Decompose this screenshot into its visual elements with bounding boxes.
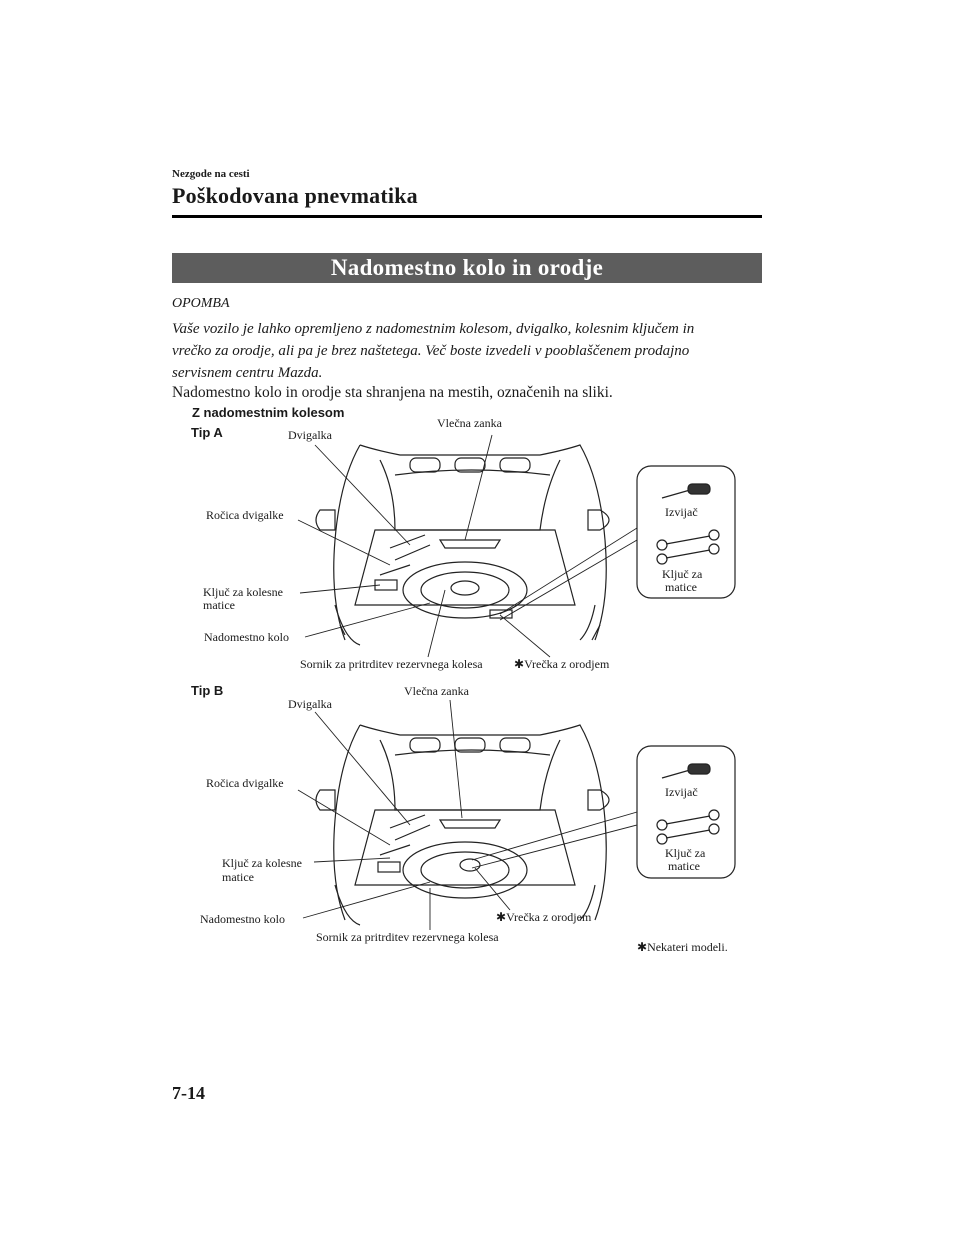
label-dvigalka-a: Dvigalka: [288, 428, 332, 442]
label-vlecna-zanka-b: Vlečna zanka: [404, 684, 469, 698]
footnote: ✱Nekateri modeli.: [637, 940, 728, 954]
page-number: 7-14: [172, 1083, 205, 1103]
wrench-icon-a: [657, 530, 719, 564]
label-kljuc-za-b: Ključ za: [665, 846, 706, 860]
label-rocica-b: Ročica dvigalke: [206, 776, 284, 790]
asterisk-icon: ✱: [496, 910, 507, 924]
label-rocica-a: Ročica dvigalke: [206, 508, 284, 522]
asterisk-icon: ✱: [514, 657, 525, 671]
label-vlecna-zanka-a: Vlečna zanka: [437, 416, 502, 430]
label-kljuc-za-a: Ključ za: [662, 567, 703, 581]
label-matice-a: matice: [665, 580, 697, 594]
label-kljuc-b-2: matice: [222, 870, 254, 884]
car-trunk-illustration-a: [316, 445, 609, 645]
note-line: Vaše vozilo je lahko opremljeno z nadomestnim kolesom, dvigalko, kolesnim ključem in: [172, 321, 695, 337]
label-dvigalka-b: Dvigalka: [288, 697, 332, 711]
label-izvijac-a: Izvijač: [665, 505, 698, 519]
label-izvijac-b: Izvijač: [665, 785, 698, 799]
asterisk-icon: ✱: [637, 940, 648, 954]
label-nadomestno-a: Nadomestno kolo: [204, 630, 289, 644]
label-matice-b: matice: [668, 859, 700, 873]
wrench-icon-b: [657, 810, 719, 844]
tip-b-label: Tip B: [191, 683, 224, 698]
note-heading: OPOMBA: [172, 296, 230, 311]
label-sornik-a: Sornik za pritrditev rezervnega kolesa: [300, 657, 483, 671]
tip-a-label: Tip A: [191, 425, 223, 440]
note-line: vrečko za orodje, ali pa je brez naštetega. Več boste izvedeli v pooblaščenem prodajno: [172, 343, 690, 359]
section-label: Nezgode na cesti: [172, 168, 250, 180]
screwdriver-icon-b: [662, 764, 710, 778]
page-title: Poškodovana pnevmatika: [172, 183, 418, 208]
body-text: Nadomestno kolo in orodje sta shranjena na mestih, označenih na sliki.: [172, 384, 613, 401]
label-nadomestno-b: Nadomestno kolo: [200, 912, 285, 926]
label-kljuc-b-1: Ključ za kolesne: [222, 856, 302, 870]
label-kljuc-a-1: Ključ za kolesne: [203, 585, 283, 599]
screwdriver-icon-a: [662, 484, 710, 498]
figure-subtitle: Z nadomestnim kolesom: [192, 405, 345, 420]
label-kljuc-a-2: matice: [203, 598, 235, 612]
label-vrecka-a: ✱Vrečka z orodjem: [514, 657, 610, 671]
label-sornik-b: Sornik za pritrditev rezervnega kolesa: [316, 930, 499, 944]
label-vrecka-b: ✱Vrečka z orodjem: [496, 910, 592, 924]
section-banner: Nadomestno kolo in orodje: [172, 253, 762, 283]
note-line: servisnem centru Mazda.: [172, 365, 323, 381]
car-trunk-illustration-b: [316, 725, 609, 925]
